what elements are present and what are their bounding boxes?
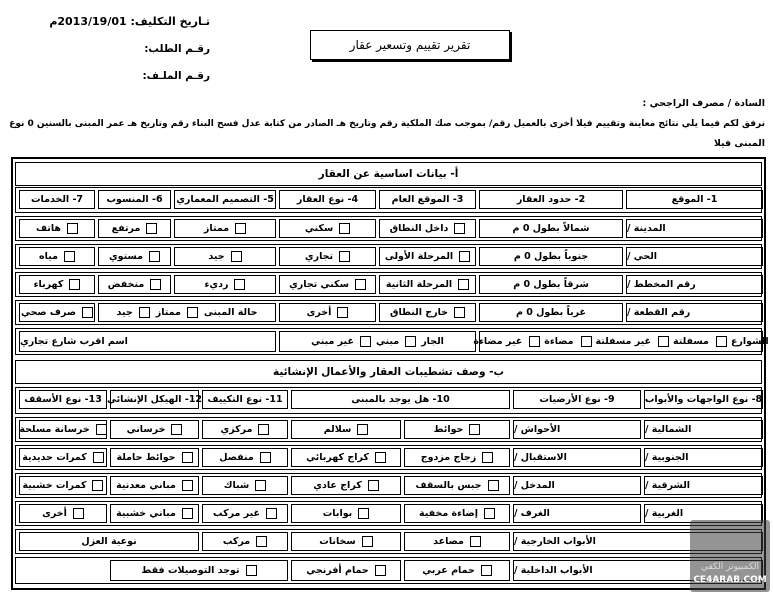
insulation-type: نوعية العزل: [19, 532, 199, 551]
checkbox[interactable]: [139, 307, 150, 318]
option-unpaved[interactable]: غير مسفلتة: [595, 336, 652, 347]
watermark-latin: CE4ARAB.COM: [693, 575, 767, 585]
header-design: 5- التصميم المعماري: [174, 190, 276, 209]
section-b-headers: [15, 387, 762, 414]
header-location: 1- الموقع: [626, 190, 763, 209]
nearest-commercial-street: اسم اقرب شارع تجاري: [19, 331, 276, 352]
intro-line-2: المبنى فيلا: [713, 138, 765, 149]
section-b-extra-row: [15, 529, 762, 554]
assignment-date: تـاريخ التكليف: 2013/19/01م: [49, 15, 210, 28]
checkbox[interactable]: [458, 279, 469, 290]
section-b-title: ب- وصف تشطيبات العقار والأعمال الإنشائية: [15, 360, 762, 384]
checkbox[interactable]: [69, 279, 80, 290]
checkbox[interactable]: [255, 480, 266, 491]
option-roof-other[interactable]: أخرى: [42, 508, 84, 519]
checkbox[interactable]: [82, 307, 93, 318]
checkbox[interactable]: [231, 251, 242, 262]
option-walls[interactable]: حوائط: [434, 424, 481, 435]
option-heaters[interactable]: سخانات: [319, 536, 372, 547]
option-outside-zone[interactable]: خارج النطاق: [390, 307, 465, 318]
section-a-row: [15, 272, 762, 297]
option-split-ac[interactable]: منفصل: [219, 452, 270, 463]
option-installed[interactable]: مركب: [223, 536, 267, 547]
checkbox[interactable]: [67, 223, 78, 234]
option-level-low[interactable]: منخفض: [108, 279, 161, 290]
option-wood-beams[interactable]: كمرات خشبية: [23, 480, 104, 491]
streets-label: الشوارع: [730, 336, 769, 347]
checkbox[interactable]: [529, 336, 540, 347]
floor-entrance: المدخل /: [513, 476, 641, 495]
facade-east: الشرقية /: [644, 476, 763, 495]
location-plot-number: رقم القطعة /: [626, 303, 763, 322]
checkbox[interactable]: [470, 536, 481, 547]
neighbor-label: الجار: [421, 336, 444, 347]
option-central-ac[interactable]: مركزي: [221, 424, 270, 435]
checkbox[interactable]: [182, 452, 193, 463]
checkbox[interactable]: [149, 251, 160, 262]
header-services: 7- الخدمات: [19, 190, 95, 209]
boundary-east: شرقاً بطول 0 م: [479, 275, 623, 294]
checkbox[interactable]: [368, 480, 379, 491]
file-number: رقـم الملـف:: [142, 70, 210, 82]
option-wood-buildings[interactable]: مباني خشبية: [116, 508, 193, 519]
checkbox[interactable]: [235, 223, 246, 234]
option-unlit[interactable]: غير مضاءة: [473, 336, 523, 347]
checkbox[interactable]: [481, 565, 492, 576]
option-stairs[interactable]: سلالم: [324, 424, 369, 435]
option-connections-only[interactable]: توجد التوصيلات فقط: [141, 565, 256, 576]
header-boundaries: 2- حدود العقار: [479, 190, 623, 209]
option-built[interactable]: مبني: [376, 336, 416, 347]
option-reinforced-concrete[interactable]: خرسانة مسلحة: [19, 424, 106, 435]
option-inside-zone[interactable]: داخل النطاق: [390, 223, 466, 234]
checkbox[interactable]: [358, 508, 369, 519]
option-other-type[interactable]: أخرى: [307, 307, 349, 318]
header-general-site: 3- الموقع العام: [379, 190, 476, 209]
option-metal-buildings[interactable]: مباني معدنية: [116, 480, 193, 491]
option-level-high[interactable]: مرتفع: [112, 223, 158, 234]
section-b-row: [15, 473, 762, 498]
option-design-good[interactable]: جيد: [208, 251, 241, 262]
section-a-streets-row: [15, 328, 769, 355]
option-lit[interactable]: مضاءة: [544, 336, 574, 347]
option-hidden-lighting[interactable]: إضاءة مخفية: [419, 508, 495, 519]
option-design-poor[interactable]: رديء: [205, 279, 246, 290]
option-window-ac[interactable]: شباك: [224, 480, 267, 491]
floor-rooms: الغرف /: [513, 504, 641, 523]
option-concrete[interactable]: خرساني: [127, 424, 183, 435]
section-b-extra-row: [15, 557, 762, 584]
checkbox[interactable]: [405, 336, 416, 347]
checkbox[interactable]: [658, 336, 669, 347]
option-electric-garage[interactable]: كراج كهربائي: [306, 452, 386, 463]
floor-reception: الاستقبال /: [513, 448, 641, 467]
checkbox[interactable]: [246, 565, 257, 576]
checkbox[interactable]: [454, 223, 465, 234]
option-condition-good[interactable]: جيد: [117, 307, 150, 318]
checkbox[interactable]: [469, 424, 480, 435]
option-ac-not-installed[interactable]: غير مركب: [213, 508, 277, 519]
checkbox[interactable]: [171, 424, 182, 435]
internal-doors: الأبواب الداخلية /: [513, 560, 763, 581]
checkbox[interactable]: [150, 279, 161, 290]
checkbox[interactable]: [96, 424, 107, 435]
condition-label: حالة المبنى: [203, 307, 258, 318]
watermark-arabic: الكمبيوتر الكفي: [700, 562, 760, 572]
checkbox[interactable]: [256, 536, 267, 547]
location-city: المدينة /: [626, 219, 763, 238]
checkbox[interactable]: [360, 336, 371, 347]
checkbox[interactable]: [182, 508, 193, 519]
option-phase-one[interactable]: المرحلة الأولى: [385, 251, 470, 262]
boundary-north: شمالاً بطول 0 م: [479, 219, 623, 238]
checkbox[interactable]: [258, 424, 269, 435]
streets-group: [473, 331, 769, 352]
checkbox[interactable]: [339, 251, 350, 262]
checkbox[interactable]: [484, 508, 495, 519]
checkbox[interactable]: [454, 307, 465, 318]
facade-north: الشمالية /: [644, 420, 763, 439]
checkbox[interactable]: [337, 307, 348, 318]
checkbox[interactable]: [716, 336, 727, 347]
header-floors: 9- نوع الأرضيات: [513, 390, 641, 409]
checkbox[interactable]: [375, 565, 386, 576]
checkbox[interactable]: [488, 480, 499, 491]
option-level-flat[interactable]: مستوي: [109, 251, 160, 262]
option-double-glazing[interactable]: زجاج مزدوج: [421, 452, 493, 463]
option-sewage[interactable]: صرف صحي: [21, 307, 93, 318]
checkbox[interactable]: [357, 424, 368, 435]
checkbox[interactable]: [375, 452, 386, 463]
report-form: [11, 157, 769, 590]
option-residential-commercial[interactable]: سكني تجاري: [289, 279, 366, 290]
option-phase-two[interactable]: المرحلة الثانية: [386, 279, 469, 290]
checkbox[interactable]: [234, 279, 245, 290]
checkbox[interactable]: [266, 508, 277, 519]
section-a-row: [15, 244, 762, 269]
checkbox[interactable]: [260, 452, 271, 463]
report-title: تقرير تقييم وتسعير عقار: [310, 30, 510, 60]
external-doors: الأبواب الخارجية /: [513, 532, 763, 551]
section-a-row: [15, 216, 762, 241]
option-water[interactable]: مياه: [39, 251, 75, 262]
header-property-type: 4- نوع العقار: [279, 190, 376, 209]
checkbox[interactable]: [146, 223, 157, 234]
header-level: 6- المنسوب: [98, 190, 171, 209]
boundary-west: غرباً بطول 0 م: [479, 303, 623, 322]
option-gates[interactable]: بوابات: [323, 508, 369, 519]
header-ac: 11- نوع التكييف: [202, 390, 288, 409]
checkbox[interactable]: [362, 536, 373, 547]
option-load-walls[interactable]: حوائط حاملة: [116, 452, 192, 463]
checkbox[interactable]: [73, 508, 84, 519]
checkbox[interactable]: [93, 452, 104, 463]
header-building-features: 10- هل يوجد بالمبنى: [291, 390, 510, 409]
request-number: رقـم الطلب:: [144, 43, 210, 55]
checkbox[interactable]: [355, 279, 366, 290]
option-not-built[interactable]: غير مبني: [311, 336, 371, 347]
facade-west: الغربية /: [644, 504, 763, 523]
salutation: السادة / مصرف الراجحي :: [642, 98, 765, 109]
boundary-south: جنوباً بطول 0 م: [479, 247, 623, 266]
intro-line-1: نرفق لكم فيما يلي نتائج معاينة وتقييم فيلا أخرى بالعميل رقم/ بموجب صك الملكية رقم وتاريخ هـ الصادر من كتابة عدل فسح البناء رقم وتاريخ هـ عمر المبنى بالسنين 0 نوع: [9, 119, 765, 129]
section-a-title: أ- بيانات اساسية عن العقار: [15, 162, 762, 186]
checkbox[interactable]: [339, 223, 350, 234]
checkbox[interactable]: [581, 336, 592, 347]
checkbox[interactable]: [187, 307, 198, 318]
option-normal-garage[interactable]: كراج عادي: [313, 480, 378, 491]
option-western-bath[interactable]: حمام أفرنجي: [306, 565, 385, 576]
location-plan-number: رقم المخطط /: [626, 275, 763, 294]
section-b-row: [15, 445, 762, 470]
section-b-row: [15, 417, 762, 442]
section-a-row: [15, 300, 762, 325]
checkbox[interactable]: [92, 480, 103, 491]
checkbox[interactable]: [459, 251, 470, 262]
neighbor-group: [279, 331, 476, 352]
facade-south: الجنوبية /: [644, 448, 763, 467]
option-elevators[interactable]: مصاعد: [433, 536, 481, 547]
building-condition: [98, 303, 276, 322]
header-structure: 12- الهيكل الإنشائي: [110, 390, 199, 409]
section-b-row: [15, 501, 762, 526]
header-roof: 13- نوع الأسقف: [19, 390, 107, 409]
floor-yards: الأحواش /: [513, 420, 641, 439]
checkbox[interactable]: [482, 452, 493, 463]
option-commercial[interactable]: تجاري: [305, 251, 350, 262]
location-district: الحي /: [626, 247, 763, 266]
option-electricity[interactable]: كهرباء: [34, 279, 81, 290]
option-steel-beams[interactable]: كمرات حديدية: [22, 452, 104, 463]
option-arabic-bath[interactable]: حمام عربي: [422, 565, 492, 576]
option-design-excellent[interactable]: ممتاز: [204, 223, 246, 234]
option-phone[interactable]: هاتف: [36, 223, 78, 234]
checkbox[interactable]: [182, 480, 193, 491]
header-facades: 8- نوع الواجهات والأبواب: [644, 390, 763, 409]
option-paved[interactable]: مسفلتة: [673, 336, 709, 347]
option-gypsum-ceiling[interactable]: جبس بالسقف: [416, 480, 499, 491]
option-residential[interactable]: سكني: [305, 223, 350, 234]
checkbox[interactable]: [64, 251, 75, 262]
section-a-headers: [15, 187, 762, 213]
option-condition-excellent[interactable]: ممتاز: [156, 307, 198, 318]
